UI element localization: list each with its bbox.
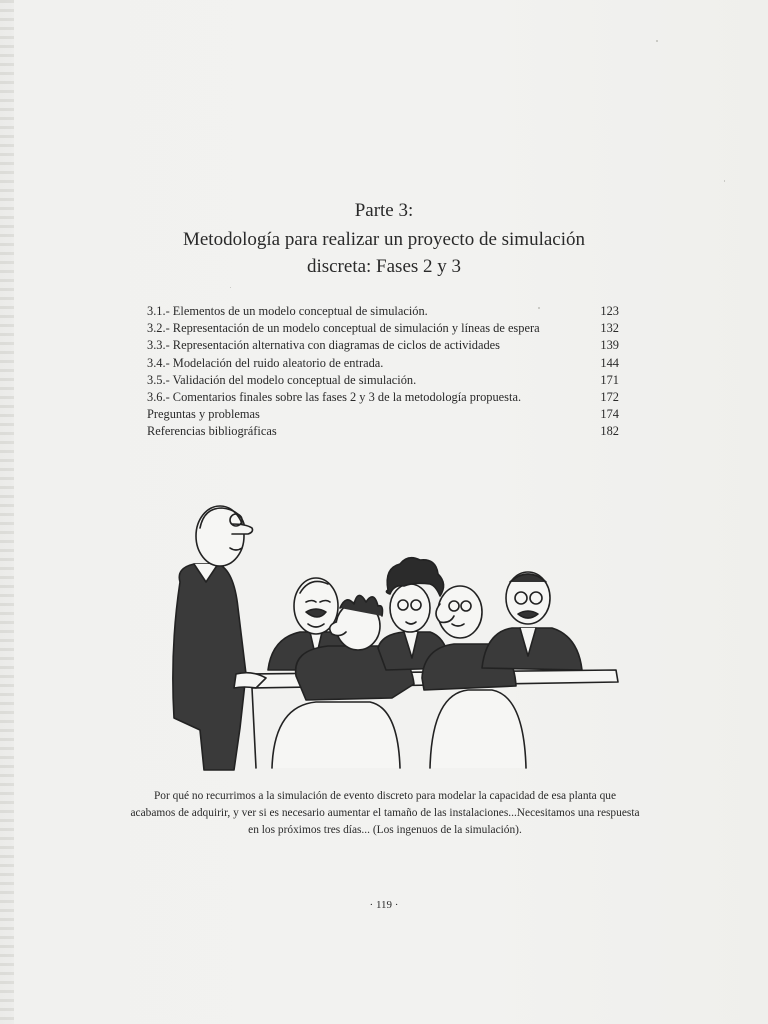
toc-entry-page: 144 — [600, 355, 619, 370]
toc-entry-page: 172 — [600, 390, 619, 405]
boardroom-cartoon — [160, 498, 620, 773]
toc-entry-page: 132 — [600, 321, 619, 336]
toc-entry-label: 3.3.- Representación alternativa con diagramas de ciclos de actividades — [147, 338, 500, 353]
cartoon-caption — [100, 788, 670, 839]
toc-entry-page: 174 — [600, 407, 619, 422]
caption-line-1: Por qué no recurrimos a la simulación de evento discreto para modelar la capacidad de esa planta que — [153, 790, 617, 802]
toc-row — [147, 320, 619, 337]
toc-row — [147, 423, 619, 440]
toc-row — [147, 389, 619, 406]
toc-entry-label: 3.1.- Elementos de un modelo conceptual de simulación. — [147, 304, 428, 318]
toc-entry-page: 182 — [600, 424, 619, 439]
toc-entry-page: 139 — [600, 338, 619, 353]
toc-row — [147, 337, 619, 354]
toc-row — [147, 406, 619, 423]
toc-entry-label: 3.5.- Validación del modelo conceptual de simulación. — [147, 372, 417, 387]
toc-entry-label: Referencias bibliográficas — [147, 424, 277, 439]
toc-entry-label: Preguntas y problemas — [147, 407, 260, 422]
page-number: · 119 · — [369, 899, 399, 911]
toc-row — [147, 372, 619, 389]
binding-edge — [0, 0, 14, 1024]
table-of-contents — [147, 303, 619, 441]
toc-entry-page: 171 — [600, 372, 619, 387]
caption-line-3: en los próximos tres días... (Los ingenuos de la simulación). — [248, 824, 522, 836]
part-label: Parte 3: — [354, 200, 414, 221]
chapter-title-line-2: discreta: Fases 2 y 3 — [306, 256, 462, 277]
toc-row — [147, 303, 619, 320]
toc-entry-page: 123 — [600, 304, 619, 318]
toc-row — [147, 355, 619, 372]
chapter-title-line-1: Metodología para realizar un proyecto de simulación — [182, 229, 585, 250]
toc-entry-label: 3.2.- Representación de un modelo conceptual de simulación y líneas de espera — [147, 321, 540, 336]
toc-entry-label: 3.4.- Modelación del ruido aleatorio de entrada. — [147, 355, 384, 370]
caption-line-2: acabamos de adquirir, y ver si es necesario aumentar el tamaño de las instalaciones...Necesitamos una respuesta — [130, 807, 640, 819]
toc-entry-label: 3.6.- Comentarios finales sobre las fases 2 y 3 de la metodología propuesta. — [147, 390, 522, 405]
